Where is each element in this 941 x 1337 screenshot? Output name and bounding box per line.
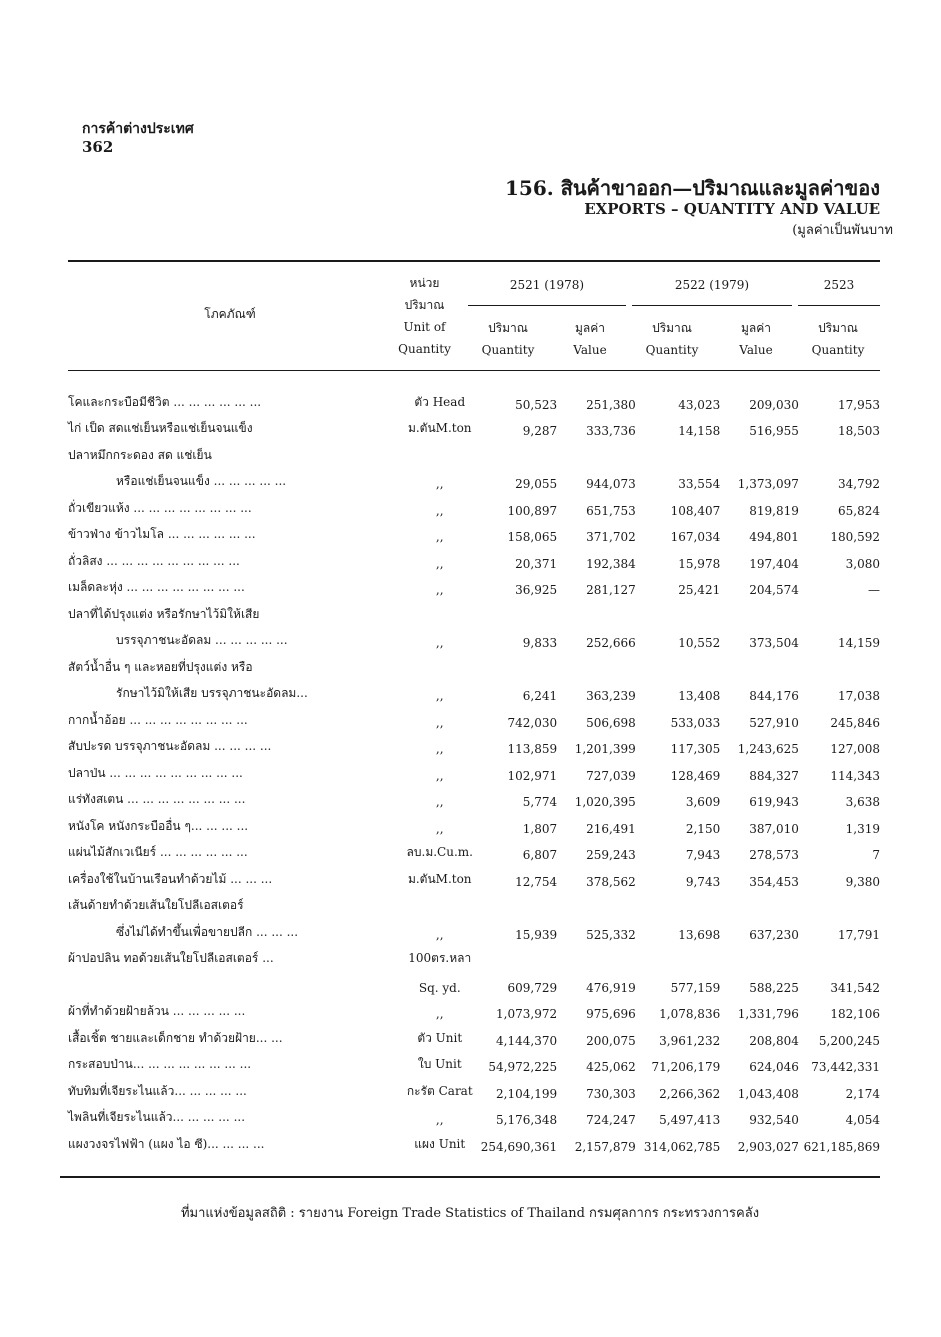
qty-1980-cell: 65,824: [838, 503, 880, 518]
qty-1979-cell: 25,421: [678, 583, 721, 597]
qty-1979-cell: 2,150: [685, 821, 721, 836]
qty-1979-cell: [636, 438, 720, 465]
unit-cell: ม.ตันM.ton: [407, 421, 472, 435]
qty-1978-cell: 54,972,225: [488, 1060, 558, 1074]
item-cell: ปลาป่น ... ... ... ... ... ... ... ... ...: [68, 765, 243, 780]
table-row: [68, 650, 880, 677]
qty-1978-cell: 1,807: [522, 821, 558, 836]
qty-1980-cell: 4,054: [845, 1113, 880, 1127]
qty-1979-cell: 167,034: [670, 530, 721, 544]
qty-1978-cell: [481, 438, 557, 465]
table-row: [68, 1127, 880, 1154]
unit-header-en1: Unit of: [403, 320, 446, 334]
table-row: [68, 995, 880, 1022]
qty-1980-cell: [799, 942, 880, 969]
value-1978-cell: [557, 889, 636, 916]
value-1979-cell: 516,955: [749, 424, 799, 438]
item-cell: ถั่วเขียวแห้ง ... ... ... ... ... ... ... ...: [68, 500, 252, 515]
qty-1978-cell: 254,690,361: [480, 1139, 558, 1154]
unit-cell: ลบ.ม.Cu.m.: [406, 845, 473, 859]
qty-1978-cell: 2,104,199: [496, 1086, 558, 1101]
qty-1980-cell: 73,442,331: [811, 1060, 880, 1074]
qty-1979-cell: 3,961,232: [659, 1033, 721, 1048]
item-cell: ทับทิมที่เจียระไนแล้ว... ... ... ... ...: [68, 1083, 247, 1098]
value-1979-cell: 884,327: [749, 768, 799, 783]
value-1978-cell: 2,157,879: [574, 1139, 636, 1154]
qty-1978-cell: 742,030: [507, 715, 558, 730]
qty-1980-cell: 18,503: [838, 424, 880, 438]
qty-1978-cell: 113,859: [507, 742, 558, 756]
year-rule-1: [468, 305, 626, 306]
value-1978-cell: 727,039: [586, 768, 636, 783]
value-1979-cell: 354,453: [749, 874, 799, 889]
value-1979-cell: 844,176: [749, 689, 799, 703]
value-1979-cell: 197,404: [749, 556, 799, 571]
qty-1978-cell: 29,055: [515, 477, 558, 491]
unit-cell: [399, 650, 481, 677]
value-1978-cell: [557, 650, 636, 677]
table-row: [68, 862, 880, 889]
table-row: [68, 518, 880, 545]
table-row: [68, 385, 880, 412]
value-1978-cell: 200,075: [586, 1033, 636, 1048]
qty-en-label: Quantity: [645, 343, 699, 357]
table-title-english: EXPORTS – QUANTITY AND VALUE: [584, 200, 880, 218]
unit-cell: [399, 438, 481, 465]
value-1978-cell: 651,753: [586, 503, 636, 518]
qty-en-label: Quantity: [481, 343, 535, 357]
y1-qty-header: [470, 317, 546, 361]
val-en-label: Value: [573, 343, 607, 357]
qty-1980-cell: 127,008: [830, 742, 880, 756]
qty-1979-cell: 577,159: [670, 980, 721, 995]
qty-1978-cell: 9,287: [522, 424, 558, 438]
qty-1980-cell: 3,080: [845, 556, 880, 571]
top-rule: [68, 260, 880, 262]
value-1979-cell: 588,225: [749, 980, 799, 995]
qty-1979-cell: 128,469: [670, 768, 721, 783]
table-row: [68, 412, 880, 439]
unit-cell: [399, 597, 481, 624]
qty-1978-cell: 12,754: [515, 874, 558, 889]
qty-1980-cell: [799, 889, 880, 916]
val-en-label: Value: [739, 343, 773, 357]
item-cell: บรรจุภาชนะอัดลม ... ... ... ... ...: [116, 633, 288, 647]
table-row: [68, 703, 880, 730]
unit-cell: ,,: [435, 1113, 444, 1127]
value-1978-cell: 730,303: [586, 1086, 636, 1101]
value-1979-cell: 209,030: [749, 397, 799, 412]
item-header-label: โภคภัณฑ์: [204, 307, 256, 321]
header-bottom-rule: [68, 370, 880, 371]
value-1978-cell: [557, 438, 636, 465]
qty-1978-cell: 36,925: [515, 583, 558, 597]
year1-header: 2521 (1978): [509, 278, 585, 292]
qty-1980-cell: 1,319: [845, 821, 880, 836]
unit-note: (มูลค่าเป็นพันบาท: [792, 223, 893, 238]
unit-cell: ใบ Unit: [417, 1057, 462, 1071]
table-row: [68, 783, 880, 810]
unit-cell: [399, 889, 481, 916]
value-1979-cell: 619,943: [749, 795, 799, 809]
qty-1979-cell: 108,407: [670, 503, 721, 518]
qty-1978-cell: 102,971: [507, 768, 558, 783]
value-1979-cell: 1,243,625: [737, 742, 799, 756]
qty-1979-cell: [636, 597, 720, 624]
qty-1978-cell: 50,523: [515, 397, 558, 412]
qty-1979-cell: 14,158: [678, 424, 721, 438]
table-row: [68, 1074, 880, 1101]
value-1979-cell: 208,804: [749, 1033, 799, 1048]
value-1978-cell: 1,201,399: [574, 742, 636, 756]
table-row: [68, 597, 880, 624]
table-row: [68, 544, 880, 571]
item-cell: [68, 968, 399, 995]
value-1978-cell: 975,696: [586, 1007, 636, 1021]
item-cell: หรือแช่เย็นจนแข็ง ... ... ... ... ...: [116, 474, 287, 488]
value-1978-cell: 378,562: [586, 874, 636, 889]
unit-cell: ,,: [435, 477, 444, 491]
value-1979-cell: [720, 597, 799, 624]
value-1979-cell: 373,504: [749, 636, 799, 650]
qty-1980-cell: 34,792: [838, 477, 880, 491]
qty-1978-cell: 1,073,972: [496, 1007, 558, 1021]
table-row: [68, 1048, 880, 1075]
value-1979-cell: 1,331,796: [737, 1007, 799, 1021]
qty-1980-cell: 9,380: [845, 874, 880, 889]
qty-1980-cell: [799, 650, 880, 677]
table-row: [68, 915, 880, 942]
value-1978-cell: 192,384: [586, 556, 636, 571]
value-1978-cell: 724,247: [586, 1113, 636, 1127]
y2-val-header: [718, 317, 794, 361]
qty-1979-cell: [636, 889, 720, 916]
val-th-label: มูลค่า: [574, 321, 606, 335]
unit-cell: ,,: [435, 530, 444, 544]
qty-1979-cell: [636, 650, 720, 677]
table-row: [68, 756, 880, 783]
unit-cell: ม.ตันM.ton: [407, 871, 472, 886]
qty-th-label: ปริมาณ: [818, 321, 858, 335]
table-row: [68, 942, 880, 969]
item-cell: กากน้ำอ้อย ... ... ... ... ... ... ... ...: [68, 712, 248, 727]
value-1979-cell: [720, 650, 799, 677]
table-row: [68, 730, 880, 757]
item-cell: เครื่องใช้ในบ้านเรือนทำด้วยไม้ ... ... ...: [68, 871, 273, 886]
value-1978-cell: 1,020,395: [574, 795, 636, 809]
value-1979-cell: 278,573: [749, 848, 799, 862]
qty-1979-cell: 71,206,179: [651, 1060, 721, 1074]
item-cell: รักษาไว้มิให้เสีย บรรจุภาชนะอัดลม...: [116, 686, 308, 700]
qty-1980-cell: 17,953: [838, 397, 880, 412]
unit-cell: ,,: [435, 1007, 444, 1021]
table-row: [68, 1021, 880, 1048]
item-cell: แผงวงจรไฟฟ้า (แผง ไอ ซี)... ... ... ...: [68, 1136, 265, 1151]
item-cell: ถั่วลิสง ... ... ... ... ... ... ... ... ...: [68, 553, 240, 568]
year3-header: 2523: [823, 278, 855, 292]
unit-cell: Sq. yd.: [418, 980, 461, 995]
value-1979-cell: [720, 438, 799, 465]
qty-1979-cell: 3,609: [685, 795, 721, 809]
value-1978-cell: 259,243: [586, 848, 636, 862]
value-1978-cell: [557, 597, 636, 624]
qty-1978-cell: 4,144,370: [496, 1033, 558, 1048]
value-1978-cell: 251,380: [586, 397, 636, 412]
unit-cell: ,,: [435, 583, 444, 597]
qty-1980-cell: 114,343: [830, 768, 880, 783]
qty-1979-cell: 15,978: [678, 556, 721, 571]
qty-1980-cell: 3,638: [845, 795, 880, 809]
section-title: การค้าต่างประเทศ: [82, 121, 194, 137]
item-cell: ซึ่งไม่ได้ทำขึ้นเพื่อขายปลีก ... ... ...: [116, 924, 299, 939]
qty-th-label: ปริมาณ: [488, 321, 528, 335]
table-body: [68, 385, 880, 1154]
qty-1978-cell: 100,897: [507, 503, 558, 518]
table-row: [68, 677, 880, 704]
qty-1978-cell: [481, 597, 557, 624]
qty-1979-cell: 33,554: [678, 477, 721, 491]
qty-1978-cell: [481, 942, 557, 969]
unit-cell: ,,: [435, 768, 444, 783]
qty-1980-cell: 17,038: [838, 689, 880, 703]
y1-val-header: [552, 317, 628, 361]
qty-1978-cell: 15,939: [515, 927, 558, 942]
item-cell: สัตว์น้ำอื่น ๆ และหอยที่ปรุงแต่ง หรือ: [68, 659, 253, 674]
value-1978-cell: 525,332: [586, 927, 636, 942]
qty-1980-cell: 180,592: [830, 530, 880, 544]
qty-1980-cell: 182,106: [830, 1007, 880, 1021]
unit-cell: ตัว Unit: [417, 1030, 463, 1045]
qty-1980-cell: 5,200,245: [818, 1033, 880, 1048]
item-cell: ไพลินที่เจียระไนแล้ว... ... ... ... ...: [68, 1110, 246, 1124]
source-note: ที่มาแห่งข้อมูลสถิติ : รายงาน Foreign Trade Statistics of Thailand กรมศุลกากร กระทรวงการคลัง: [180, 1206, 760, 1221]
value-1979-cell: 387,010: [749, 821, 799, 836]
table-title-thai: 156. สินค้าขาออก—ปริมาณและมูลค่าของ: [505, 176, 880, 200]
unit-cell: ,,: [435, 742, 444, 756]
qty-1978-cell: 5,774: [522, 795, 558, 809]
qty-en-label: Quantity: [811, 343, 865, 357]
qty-1978-cell: 158,065: [507, 530, 558, 544]
value-1979-cell: 494,801: [749, 530, 799, 544]
item-cell: ผ้าปอปลิน ทอด้วยเส้นใยโปลีเอสเตอร์ ...: [68, 951, 274, 965]
qty-1980-cell: 17,791: [838, 927, 880, 942]
value-1979-cell: 624,046: [749, 1060, 799, 1074]
qty-1979-cell: 13,698: [678, 927, 721, 942]
value-1979-cell: 2,903,027: [737, 1139, 799, 1154]
year-rule-3: [798, 305, 880, 306]
year2-header: 2522 (1979): [674, 278, 750, 292]
item-cell: ปลาที่ได้ปรุงแต่ง หรือรักษาไว้มิให้เสีย: [68, 606, 260, 621]
qty-1980-cell: [799, 438, 880, 465]
unit-column-header: [382, 272, 467, 360]
qty-1979-cell: 533,033: [670, 715, 721, 730]
qty-1980-cell: 621,185,869: [803, 1139, 880, 1154]
value-1979-cell: [720, 942, 799, 969]
item-cell: แผ่นไม้สักเวเนียร์ ... ... ... ... ... ...: [68, 845, 248, 859]
qty-1978-cell: [481, 650, 557, 677]
value-1978-cell: [557, 942, 636, 969]
unit-cell: กะรัต Carat: [406, 1083, 473, 1098]
table-row: [68, 836, 880, 863]
value-1978-cell: 333,736: [586, 424, 636, 438]
value-1979-cell: 637,230: [749, 927, 799, 942]
item-cell: ไก่ เป็ด สดแช่เย็นหรือแช่เย็นจนแข็ง: [68, 421, 253, 435]
qty-1978-cell: 609,729: [507, 980, 558, 995]
item-cell: สับปะรด บรรจุภาชนะอัดลม ... ... ... ...: [68, 739, 272, 753]
qty-1979-cell: 1,078,836: [659, 1007, 721, 1021]
item-cell: โคและกระบือมีชีวิต ... ... ... ... ... ...: [68, 394, 262, 409]
item-cell: ปลาหมึกกระดอง สด แช่เย็น: [68, 447, 212, 462]
item-cell: กระสอบป่าน... ... ... ... ... ... ... ...: [68, 1057, 252, 1071]
qty-1979-cell: 9,743: [685, 874, 721, 889]
table-row: [68, 465, 880, 492]
qty-1980-cell: 2,174: [845, 1086, 880, 1101]
unit-cell: ,,: [435, 636, 444, 650]
unit-header-th2: ปริมาณ: [404, 298, 445, 312]
qty-1979-cell: 10,552: [678, 636, 721, 650]
table-row: [68, 889, 880, 916]
qty-1980-cell: [799, 597, 880, 624]
item-cell: หนังโค หนังกระบืออื่น ๆ... ... ... ...: [68, 818, 249, 833]
item-column-header: [150, 303, 310, 325]
y3-qty-header: [800, 317, 876, 361]
qty-1980-cell: —: [868, 583, 880, 597]
unit-cell: แผง Unit: [414, 1136, 466, 1151]
item-cell: แร่ทังสเตน ... ... ... ... ... ... ... ...: [68, 792, 246, 806]
qty-1979-cell: 43,023: [678, 397, 721, 412]
page-number: 362: [82, 138, 114, 156]
item-cell: ข้าวฟ่าง ข้าวไมโล ... ... ... ... ... ...: [68, 527, 256, 541]
item-cell: ผ้าที่ทำด้วยฝ้ายล้วน ... ... ... ... ...: [68, 1004, 246, 1018]
table-row: [68, 491, 880, 518]
unit-cell: ,,: [435, 689, 444, 703]
table-row: [68, 624, 880, 651]
value-1978-cell: 281,127: [586, 583, 636, 597]
year-rule-2: [632, 305, 792, 306]
qty-1979-cell: 13,408: [678, 689, 721, 703]
val-th-label: มูลค่า: [740, 321, 772, 335]
qty-1978-cell: 9,833: [522, 636, 558, 650]
unit-header-th1: หน่วย: [409, 276, 440, 290]
qty-1978-cell: 20,371: [515, 556, 558, 571]
qty-1978-cell: [481, 889, 557, 916]
unit-cell: ,,: [435, 715, 444, 730]
qty-1979-cell: 314,062,785: [643, 1139, 721, 1154]
value-1979-cell: 819,819: [749, 503, 799, 518]
table-row: [68, 571, 880, 598]
item-cell: เสื้อเชิ้ต ชายและเด็กชาย ทำด้วยฝ้าย... ...: [68, 1030, 283, 1045]
table-row: [68, 968, 880, 995]
qty-th-label: ปริมาณ: [652, 321, 692, 335]
value-1978-cell: 425,062: [586, 1060, 636, 1074]
qty-1980-cell: 7: [872, 848, 880, 862]
unit-cell: ,,: [435, 503, 444, 518]
unit-cell: ,,: [435, 795, 444, 809]
table-row: [68, 809, 880, 836]
qty-1979-cell: 117,305: [670, 742, 721, 756]
value-1978-cell: 216,491: [586, 821, 636, 836]
value-1979-cell: [720, 889, 799, 916]
value-1978-cell: 506,698: [586, 715, 636, 730]
value-1978-cell: 371,702: [586, 530, 636, 544]
value-1979-cell: 1,043,408: [737, 1086, 799, 1101]
bottom-rule: [60, 1176, 880, 1178]
unit-cell: ,,: [435, 821, 444, 836]
unit-cell: 100ตร.หลา: [408, 951, 472, 965]
qty-1978-cell: 6,241: [522, 689, 558, 703]
item-cell: เส้นด้ายทำด้วยเส้นใยโปลีเอสเตอร์: [68, 898, 244, 912]
qty-1978-cell: 5,176,348: [496, 1113, 558, 1127]
qty-1980-cell: 14,159: [838, 636, 880, 650]
value-1978-cell: 363,239: [586, 689, 636, 703]
qty-1979-cell: 7,943: [685, 848, 721, 862]
table-row: [68, 438, 880, 465]
qty-1979-cell: 2,266,362: [659, 1086, 721, 1101]
qty-1979-cell: 5,497,413: [659, 1113, 721, 1127]
unit-cell: ตัว Head: [414, 394, 466, 409]
value-1979-cell: 932,540: [749, 1113, 799, 1127]
exports-table: [68, 385, 880, 1154]
value-1979-cell: 527,910: [749, 715, 799, 730]
unit-header-en2: Quantity: [398, 342, 451, 356]
unit-cell: ,,: [435, 556, 444, 571]
value-1978-cell: 944,073: [586, 477, 636, 491]
y2-qty-header: [634, 317, 710, 361]
value-1979-cell: 204,574: [749, 583, 799, 597]
qty-1979-cell: [636, 942, 720, 969]
value-1978-cell: 252,666: [586, 636, 636, 650]
unit-cell: ,,: [435, 927, 444, 942]
value-1978-cell: 476,919: [586, 980, 636, 995]
table-row: [68, 1101, 880, 1128]
qty-1980-cell: 341,542: [830, 980, 880, 995]
qty-1980-cell: 245,846: [830, 715, 880, 730]
item-cell: เมล็ดละหุ่ง ... ... ... ... ... ... ... ...: [68, 580, 245, 594]
qty-1978-cell: 6,807: [522, 848, 558, 862]
value-1979-cell: 1,373,097: [737, 477, 799, 491]
